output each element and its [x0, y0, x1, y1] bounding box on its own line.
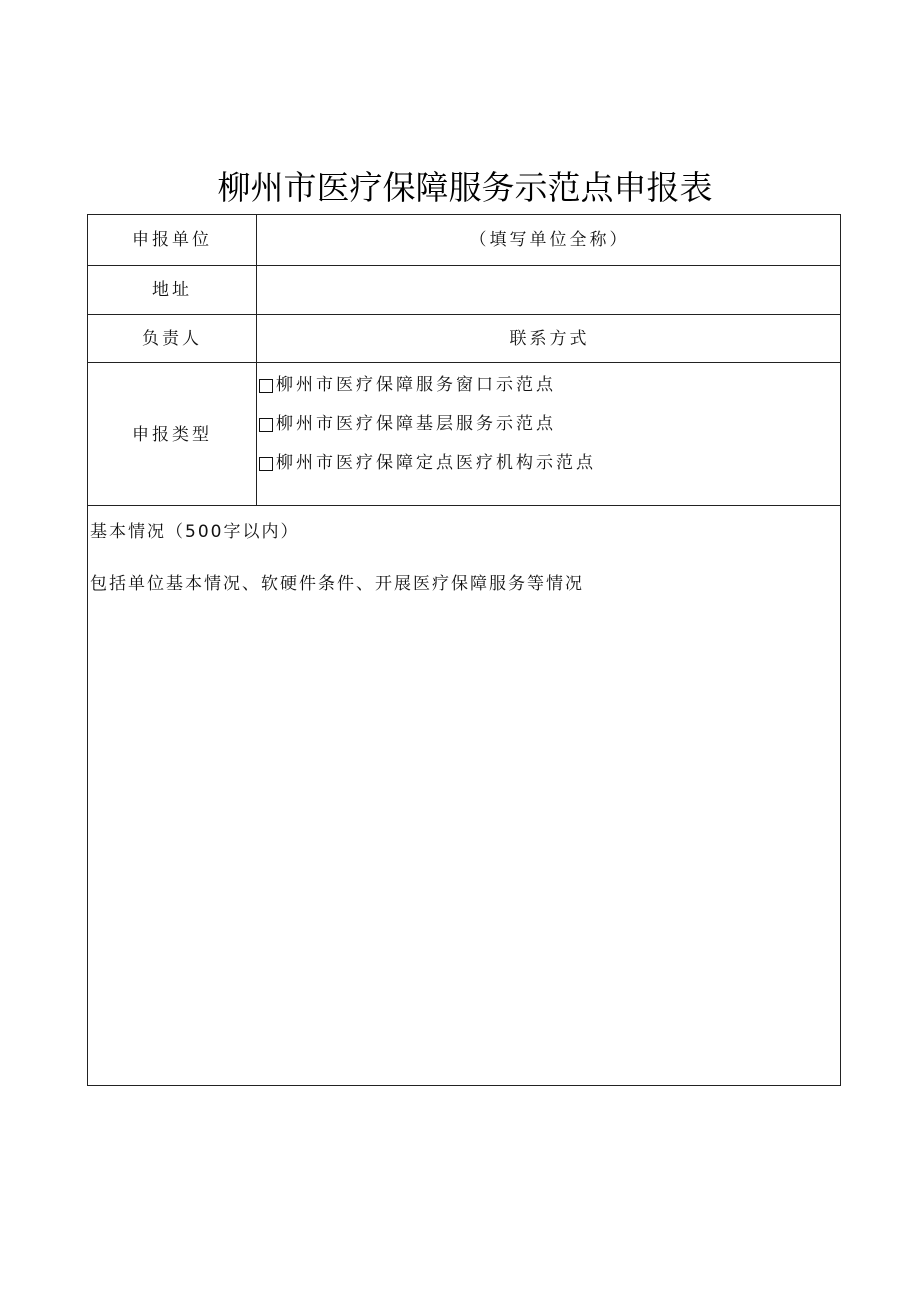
basic-info-textarea[interactable] — [88, 600, 840, 1085]
row-divider-2 — [88, 314, 840, 315]
type-option-window[interactable] — [259, 374, 556, 396]
contact-info-field[interactable]: 联系方式 — [509, 329, 590, 349]
checkbox-icon[interactable] — [259, 457, 273, 471]
column-divider — [256, 215, 257, 505]
type-option-label: 柳州市医疗保障服务窗口示范点 — [276, 375, 556, 395]
page-title: 柳州市医疗保障服务示范点申报表 — [217, 168, 713, 207]
type-option-label: 柳州市医疗保障定点医疗机构示范点 — [276, 453, 596, 473]
unit-label: 申报单位 — [132, 230, 212, 250]
checkbox-icon[interactable] — [259, 379, 273, 393]
row-divider-4 — [88, 505, 840, 506]
type-option-grassroots[interactable] — [259, 413, 556, 435]
application-type-label: 申报类型 — [132, 425, 212, 445]
application-form-table — [87, 214, 841, 1086]
person-in-charge-label: 负责人 — [142, 329, 202, 349]
checkbox-icon[interactable] — [259, 418, 273, 432]
type-option-medical-institution[interactable] — [259, 452, 596, 474]
basic-info-heading: 基本情况（500字以内） — [90, 522, 300, 542]
address-label: 地址 — [152, 280, 192, 300]
basic-info-description: 包括单位基本情况、软硬件条件、开展医疗保障服务等情况 — [90, 574, 584, 594]
unit-name-field[interactable]: （填写单位全称） — [469, 230, 630, 250]
type-option-label: 柳州市医疗保障基层服务示范点 — [276, 414, 556, 434]
address-field[interactable] — [257, 266, 841, 313]
row-divider-3 — [88, 362, 840, 363]
